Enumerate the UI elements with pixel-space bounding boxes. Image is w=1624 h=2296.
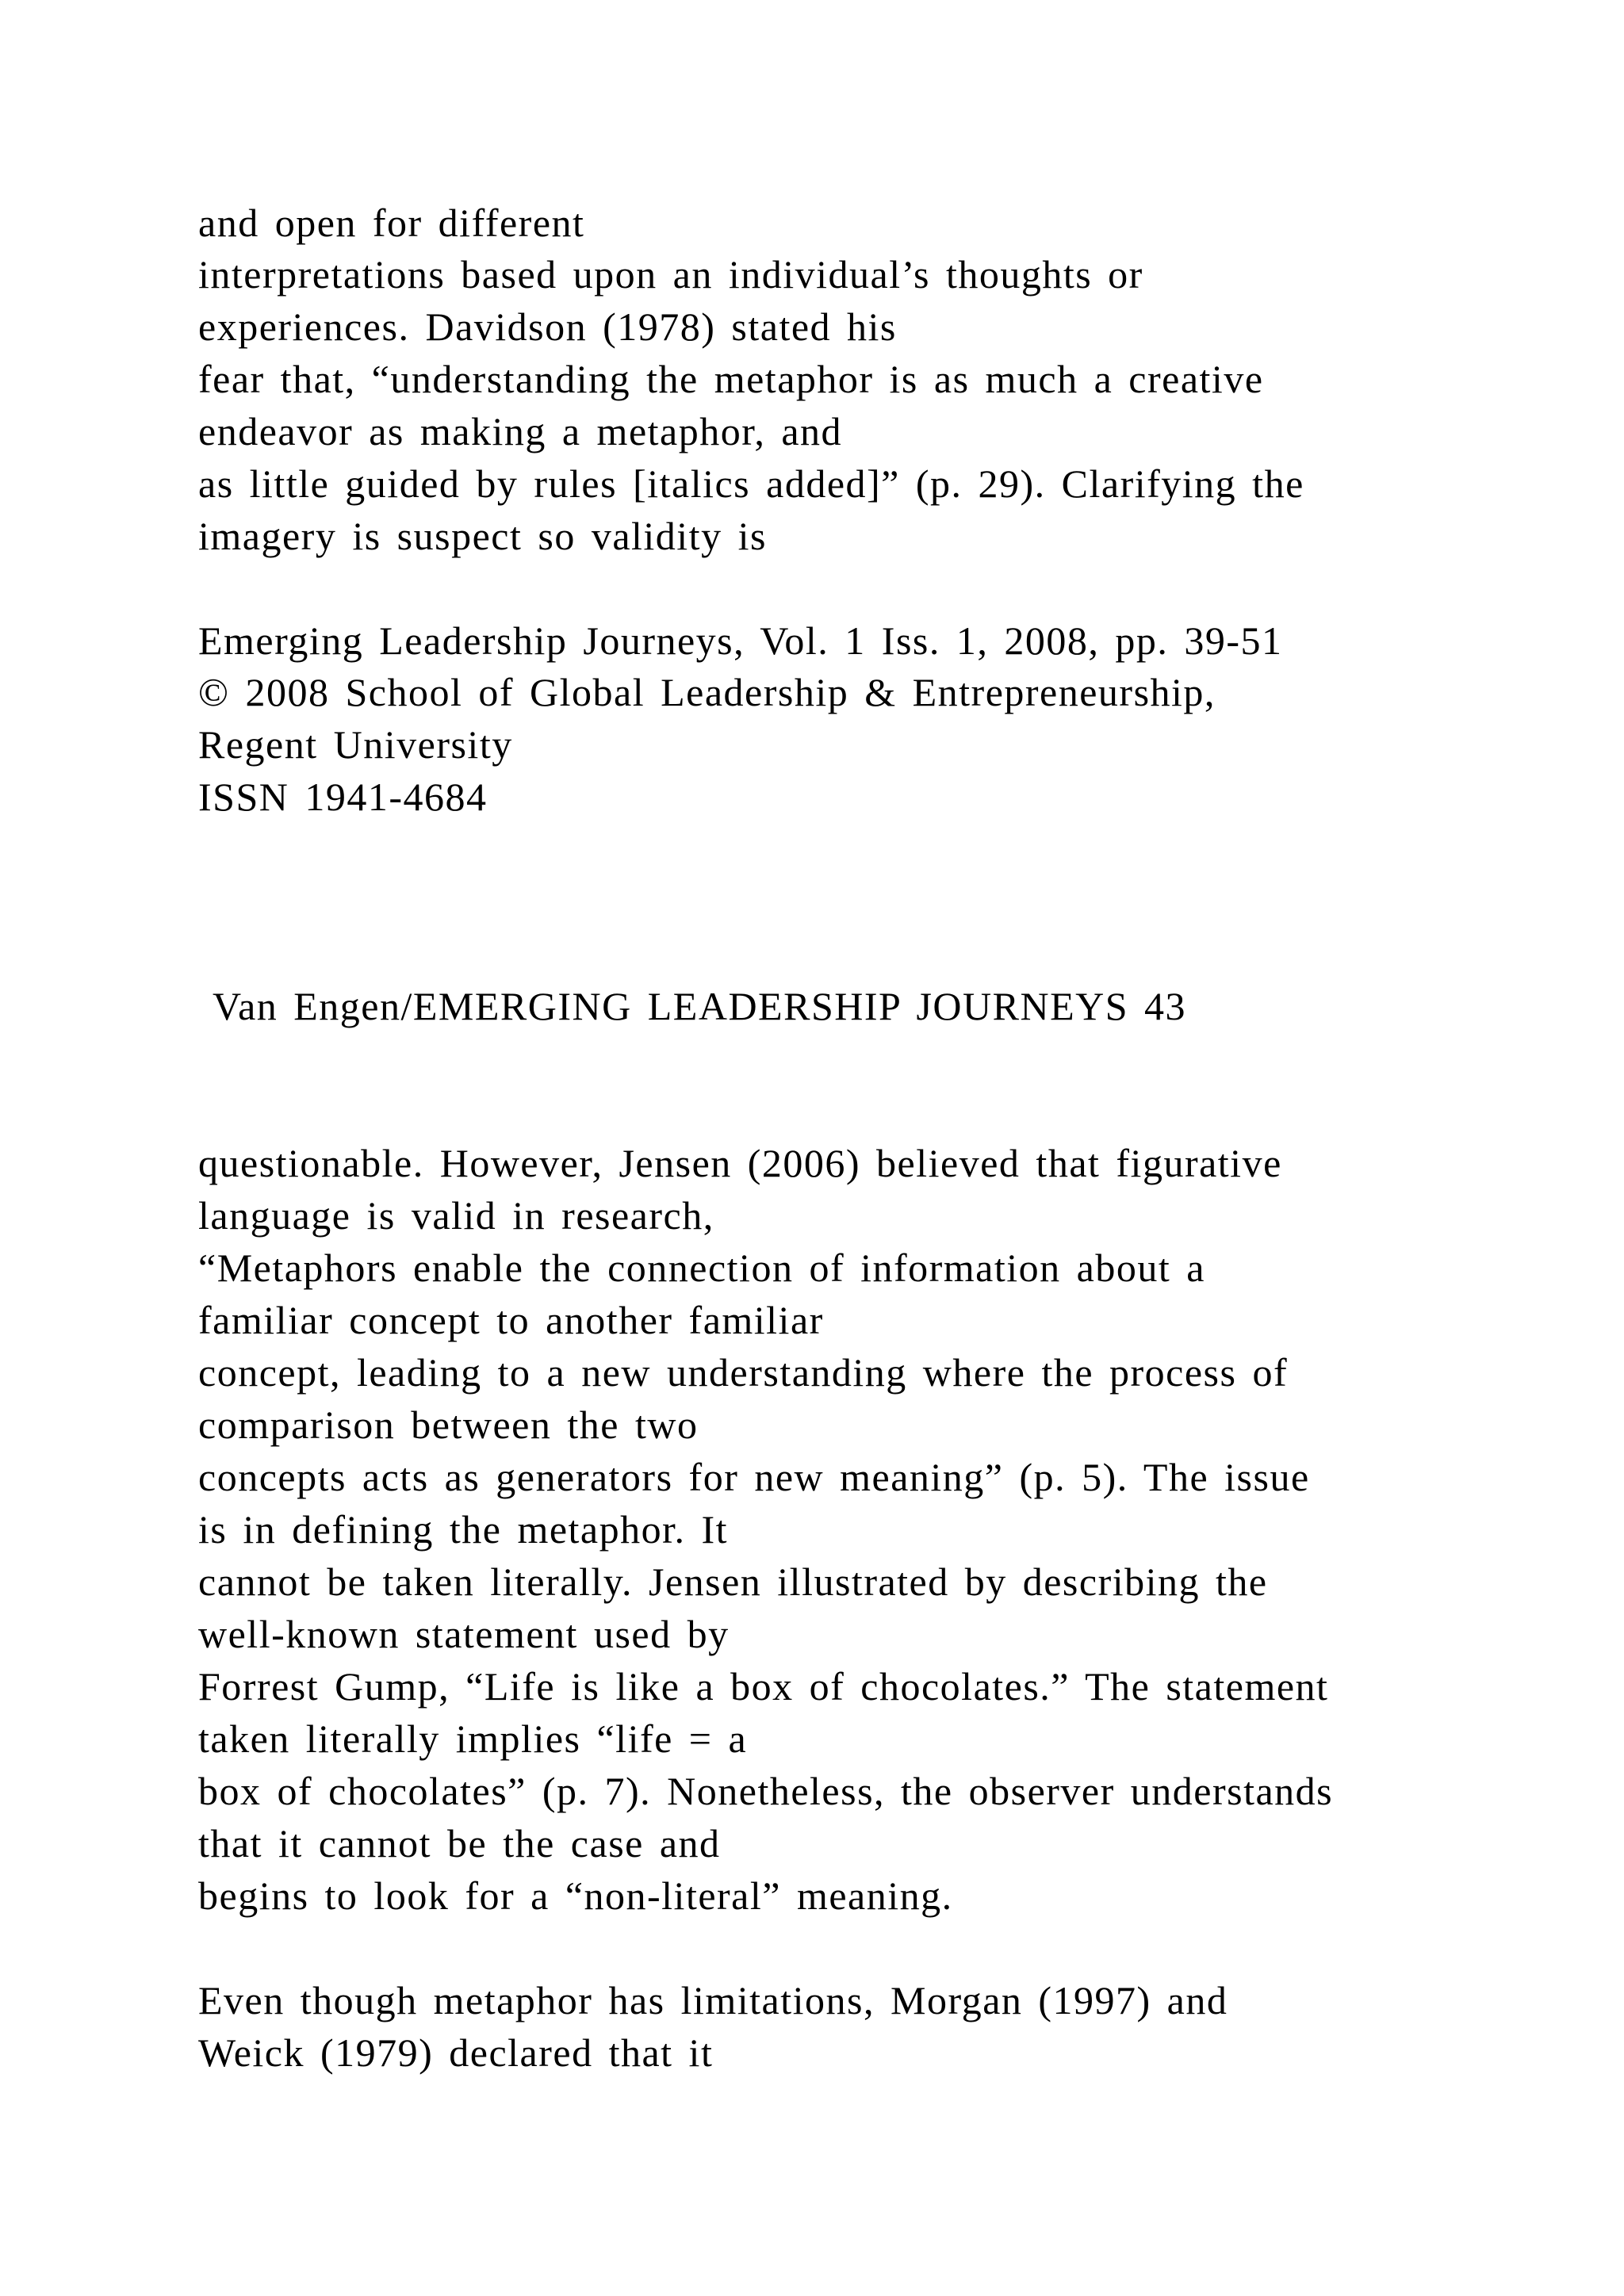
paragraph-1-line: interpretations based upon an individual’s thoughts or bbox=[198, 252, 1143, 297]
paragraph-1-line: experiences. Davidson (1978) stated his bbox=[198, 304, 897, 349]
journal-citation-line: Emerging Leadership Journeys, Vol. 1 Iss. 1, 2008, pp. 39-51 bbox=[198, 618, 1283, 663]
paragraph-2-line: “Metaphors enable the connection of information about a bbox=[198, 1246, 1205, 1290]
paragraph-2-line: taken literally implies “life = a bbox=[198, 1716, 748, 1761]
university-line: Regent University bbox=[198, 722, 513, 767]
running-header: Van Engen/EMERGING LEADERSHIP JOURNEYS 43 bbox=[213, 984, 1187, 1028]
paragraph-3-line: Weick (1979) declared that it bbox=[198, 2030, 714, 2075]
paragraph-2-line: Forrest Gump, “Life is like a box of chocolates.” The statement bbox=[198, 1664, 1329, 1709]
paragraph-2-line: concepts acts as generators for new meaning” (p. 5). The issue bbox=[198, 1455, 1310, 1499]
copyright-line: © 2008 School of Global Leadership & Entrepreneurship, bbox=[198, 670, 1216, 714]
paragraph-1-line: endeavor as making a metaphor, and bbox=[198, 409, 843, 453]
paragraph-2-line: begins to look for a “non-literal” meaning. bbox=[198, 1873, 953, 1918]
paragraph-1-line: imagery is suspect so validity is bbox=[198, 514, 767, 558]
paragraph-2-line: comparison between the two bbox=[198, 1402, 699, 1447]
paragraph-2-line: is in defining the metaphor. It bbox=[198, 1507, 729, 1552]
paragraph-2-line: familiar concept to another familiar bbox=[198, 1298, 824, 1342]
paragraph-3-line: Even though metaphor has limitations, Morgan (1997) and bbox=[198, 1978, 1228, 2022]
paragraph-2-line: box of chocolates” (p. 7). Nonetheless, the observer understands bbox=[198, 1769, 1334, 1813]
issn-line: ISSN 1941-4684 bbox=[198, 775, 488, 819]
paragraph-2-line: well-known statement used by bbox=[198, 1612, 730, 1656]
paragraph-2-line: language is valid in research, bbox=[198, 1193, 714, 1238]
paragraph-2-line: that it cannot be the case and bbox=[198, 1821, 721, 1866]
paragraph-1-line: and open for different bbox=[198, 201, 585, 245]
paragraph-1-line: fear that, “understanding the metaphor is as much a creative bbox=[198, 357, 1264, 401]
paragraph-2-line: cannot be taken literally. Jensen illustrated by describing the bbox=[198, 1559, 1268, 1604]
paragraph-2-line: concept, leading to a new understanding where the process of bbox=[198, 1350, 1289, 1395]
paragraph-1-line: as little guided by rules [italics added]” (p. 29). Clarifying the bbox=[198, 461, 1304, 506]
paragraph-2-line: questionable. However, Jensen (2006) believed that figurative bbox=[198, 1141, 1282, 1185]
